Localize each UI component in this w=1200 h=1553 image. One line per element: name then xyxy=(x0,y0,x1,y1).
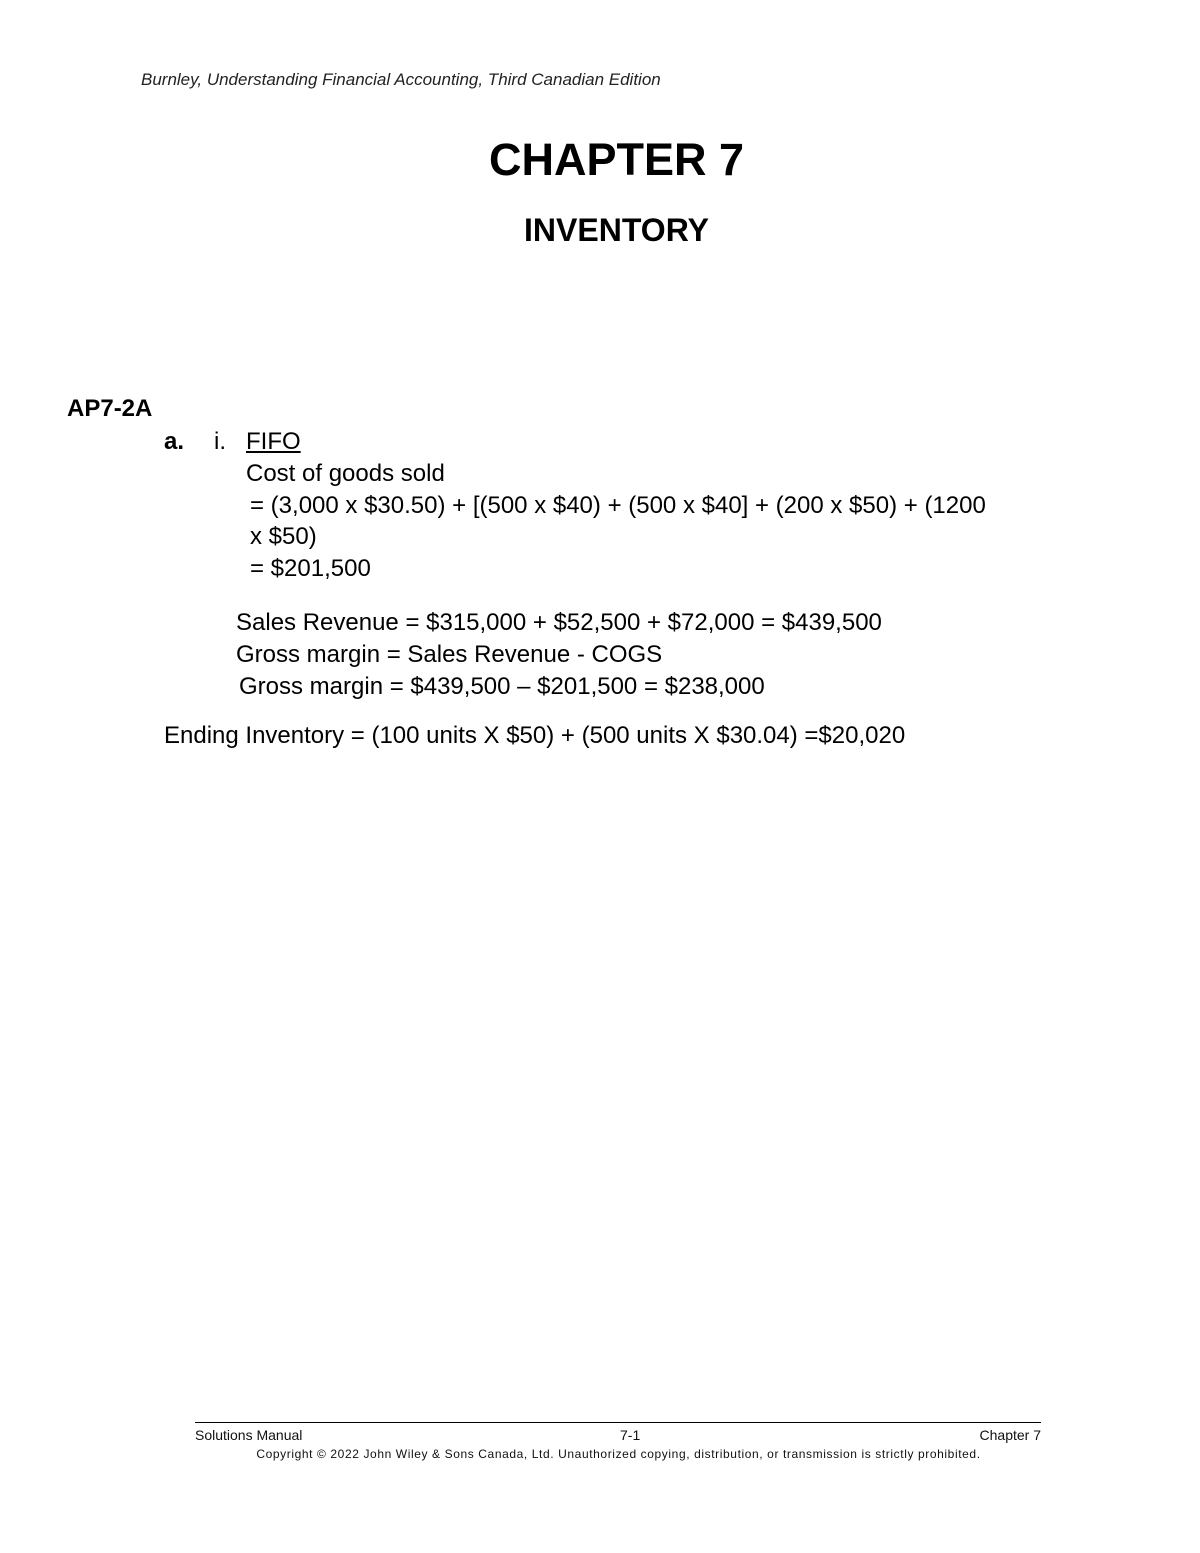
sales-revenue-line: Sales Revenue = $315,000 + $52,500 + $72,000 = $439,500 xyxy=(236,609,882,636)
subpart-label: i. xyxy=(214,428,226,455)
footer-copyright: Copyright © 2022 John Wiley & Sons Canada, Ltd. Unauthorized copying, distribution, or transmission is strictly prohibited. xyxy=(256,1447,981,1461)
cogs-result: = $201,500 xyxy=(250,555,371,582)
footer-page-number: 7-1 xyxy=(620,1427,641,1443)
problem-id: AP7-2A xyxy=(67,395,153,422)
footer-right: Chapter 7 xyxy=(979,1427,1041,1443)
chapter-title: CHAPTER 7 xyxy=(488,134,745,185)
cogs-label: Cost of goods sold xyxy=(246,460,445,487)
cogs-formula-line-1: = (3,000 x $30.50) + [(500 x $40) + (500 x $40] + (200 x $50) + (1200 xyxy=(250,492,986,519)
footer-rule xyxy=(195,1422,1041,1423)
part-label: a. xyxy=(164,428,185,455)
cogs-formula-line-2: x $50) xyxy=(250,523,317,550)
footer-left: Solutions Manual xyxy=(195,1427,303,1443)
method-heading: FIFO xyxy=(246,428,301,455)
running-header: Burnley, Understanding Financial Accounting, Third Canadian Edition xyxy=(141,70,661,89)
gross-margin-formula: Gross margin = Sales Revenue - COGS xyxy=(236,641,663,668)
gross-margin-result: Gross margin = $439,500 – $201,500 = $238,000 xyxy=(239,673,765,700)
ending-inventory-line: Ending Inventory = (100 units X $50) + (500 units X $30.04) =$20,020 xyxy=(164,722,906,749)
chapter-subtitle: INVENTORY xyxy=(524,212,709,248)
